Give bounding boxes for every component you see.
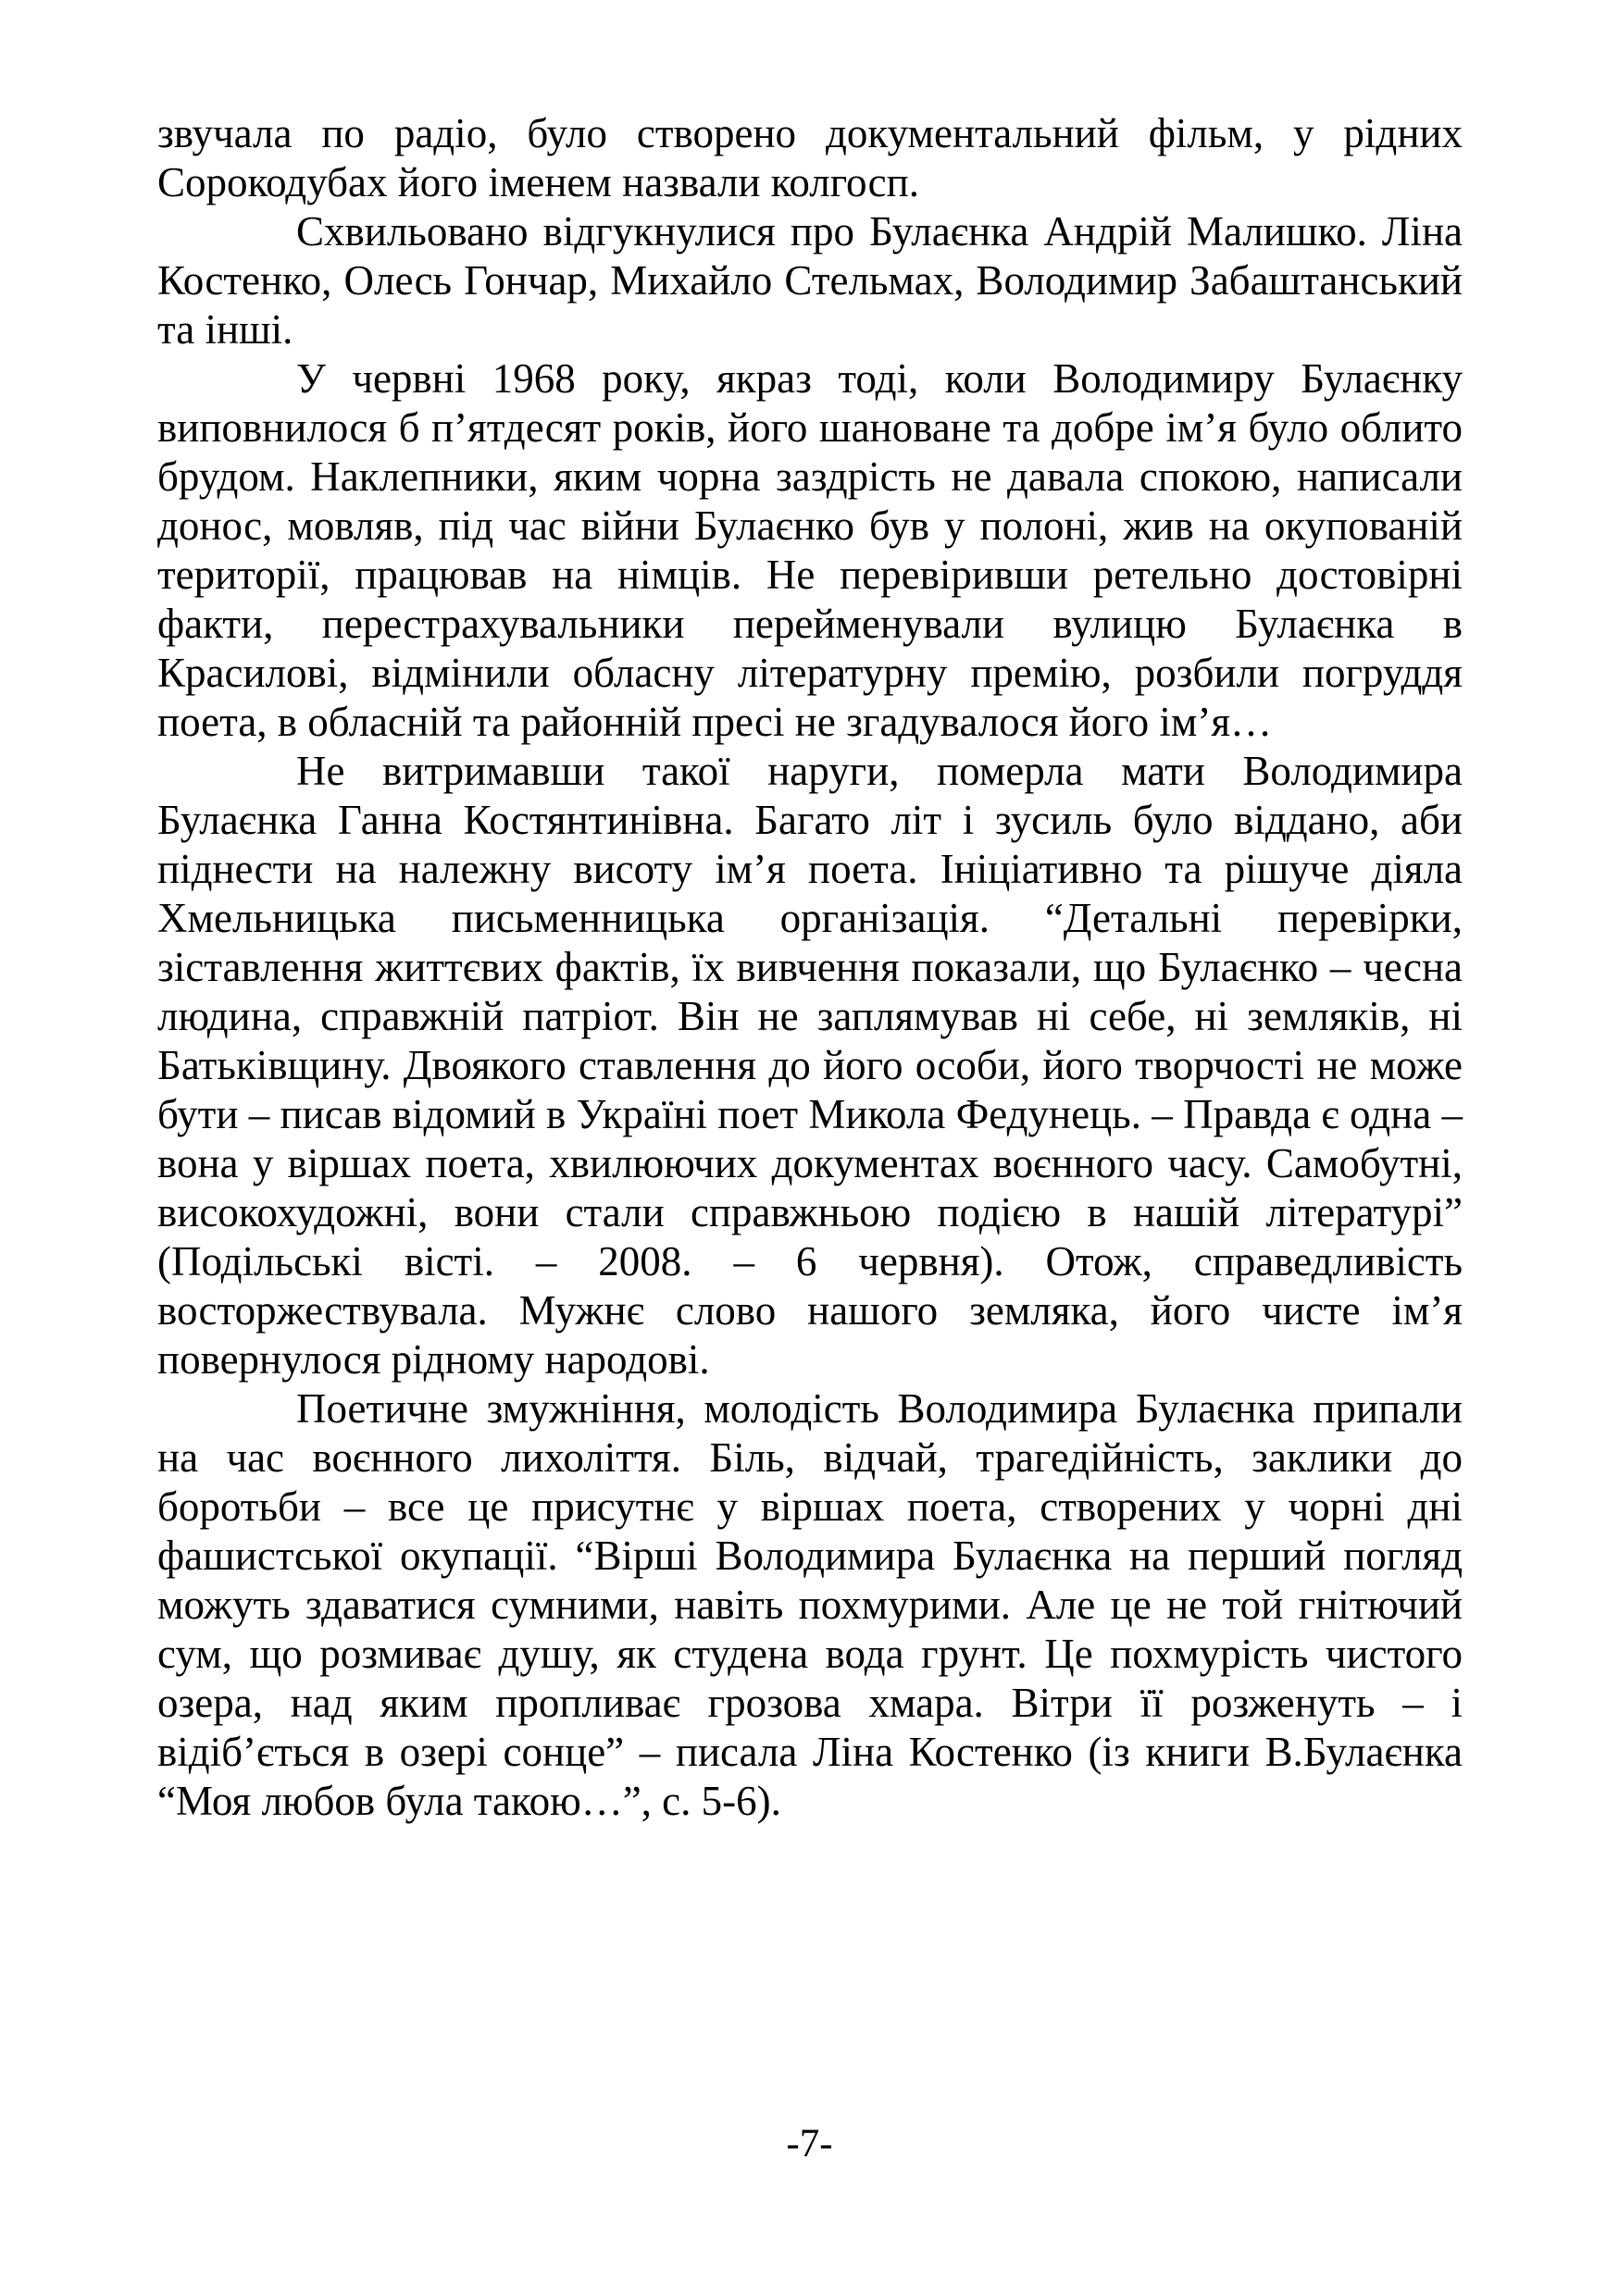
page-body: [157, 109, 1463, 1826]
paragraph: У червні 1968 року, якраз тоді, коли Володимиру Булаєнку виповнилося б п’ятдесят років, його шановане та добре ім’я було облито брудом. Наклепники, яким чорна заздрість не давала спокою, написали донос, мовляв, під час війни Булаєнко був у полоні, жив на окупованій території, працював на німців. Не перевіривши ретельно достовірні факти, перестрахувальники перейменували вулицю Булаєнка в Красилові, відмінили обласну літературну премію, розбили погруддя поета, в обласній та районній пресі не згадувалося його ім’я…: [157, 355, 1463, 745]
paragraph: Не витримавши такої наруги, померла мати Володимира Булаєнка Ганна Костянтинівна. Багато літ і зусиль було віддано, аби піднести на належну висоту ім’я поета. Ініціативно та рішуче діяла Хмельницька письменницька організація. “Детальні перевірки, зіставлення життєвих фактів, їх вивчення показали, що Булаєнко – чесна людина, справжній патріот. Він не заплямував ні себе, ні земляків, ні Батьківщину. Двоякого ставлення до його особи, його творчості не може бути – писав відомий в Україні поет Микола Федунець. – Правда є одна – вона у віршах поета, хвилюючих документах воєнного часу. Самобутні, високохудожні, вони стали справжньою подією в нашій літературі” (Подільські вісті. – 2008. – 6 червня). Отож, справедливість восторжествувала. Мужнє слово нашого земляка, його чисте ім’я повернулося рідному народові.: [157, 748, 1463, 1383]
paragraph: Схвильовано відгукнулися про Булаєнка Андрій Малишко. Ліна Костенко, Олесь Гончар, Михайло Стельмах, Володимир Забаштанський та інші.: [157, 208, 1463, 353]
page-number: -7-: [786, 2122, 833, 2166]
paragraph: Поетичне змужніння, молодість Володимира Булаєнка припали на час воєнного лихоліття. Біль, відчай, трагедійність, заклики до боротьби – все це присутнє у віршах поета, створених у чорні дні фашистської окупації. “Вірші Володимира Булаєнка на перший погляд можуть здаватися сумними, навіть похмурими. Але це не той гнітючий сум, що розмиває душу, як студена вода грунт. Це похмурість чистого озера, над яким пропливає грозова хмара. Вітри її розженуть – і відіб’ється в озері сонце” – писала Ліна Костенко (із книги В.Булаєнка “Моя любов була такою…”, с. 5-6).: [157, 1385, 1463, 1824]
paragraph-continuation: звучала по радіо, було створено документальний фільм, у рідних Сорокодубах його іменем назвали колгосп.: [157, 110, 1463, 205]
